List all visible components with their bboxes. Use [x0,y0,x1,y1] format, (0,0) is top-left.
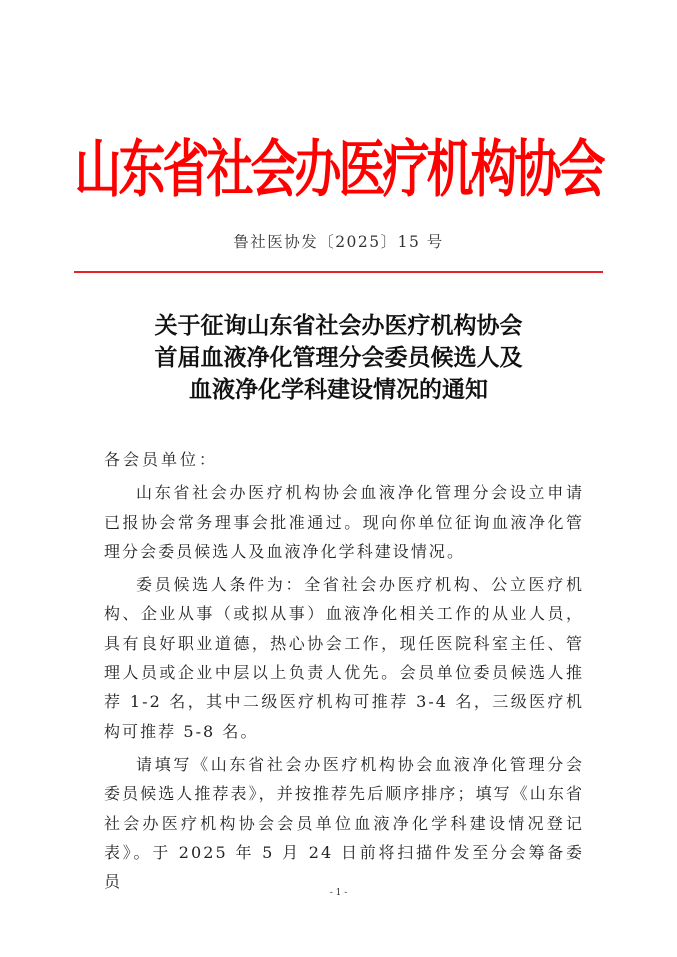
notice-body [104,445,584,896]
paragraph-submission-instructions: 请填写《山东省社会办医疗机构协会血液净化管理分会委员候选人推荐表》，并按推荐先后顺序排序；填写《山东省社会办医疗机构协会会员单位血液净化学科建设情况登记表》。于 2025 年 5 月 24 日前将扫描件发至分会筹备委员 [104,754,584,892]
paragraph-candidate-conditions: 委员候选人条件为：全省社会办医疗机构、公立医疗机构、企业从事（或拟从事）血液净化相关工作的从业人员，具有良好职业道德，热心协会工作，现任医院科室主任、管理人员或企业中层以上负责人优先。会员单位委员候选人推荐 1-2 名，其中二级医疗机构可推荐 3-4 名，三级医疗机构可推荐 5-8 名。 [104,575,584,741]
notice-title [0,310,677,406]
title-line-3: 血液净化学科建设情况的通知 [189,377,488,403]
paragraph-approval: 山东省社会办医疗机构协会血液净化管理分会设立申请已报协会常务理事会批准通过。现向你单位征询血液净化管理分会委员候选人及血液净化学科建设情况。 [104,483,584,561]
salutation: 各会员单位： [104,450,219,469]
title-line-1: 关于征询山东省社会办医疗机构协会 [154,313,523,339]
title-line-2: 首届血液净化管理分会委员候选人及 [154,345,523,371]
masthead-title: 山东省社会办医疗机构协会 [74,133,603,207]
document-number: 鲁社医协发〔2025〕15 号 [233,233,444,251]
red-divider-line [74,271,603,273]
page-number: - 1 - [329,888,348,898]
